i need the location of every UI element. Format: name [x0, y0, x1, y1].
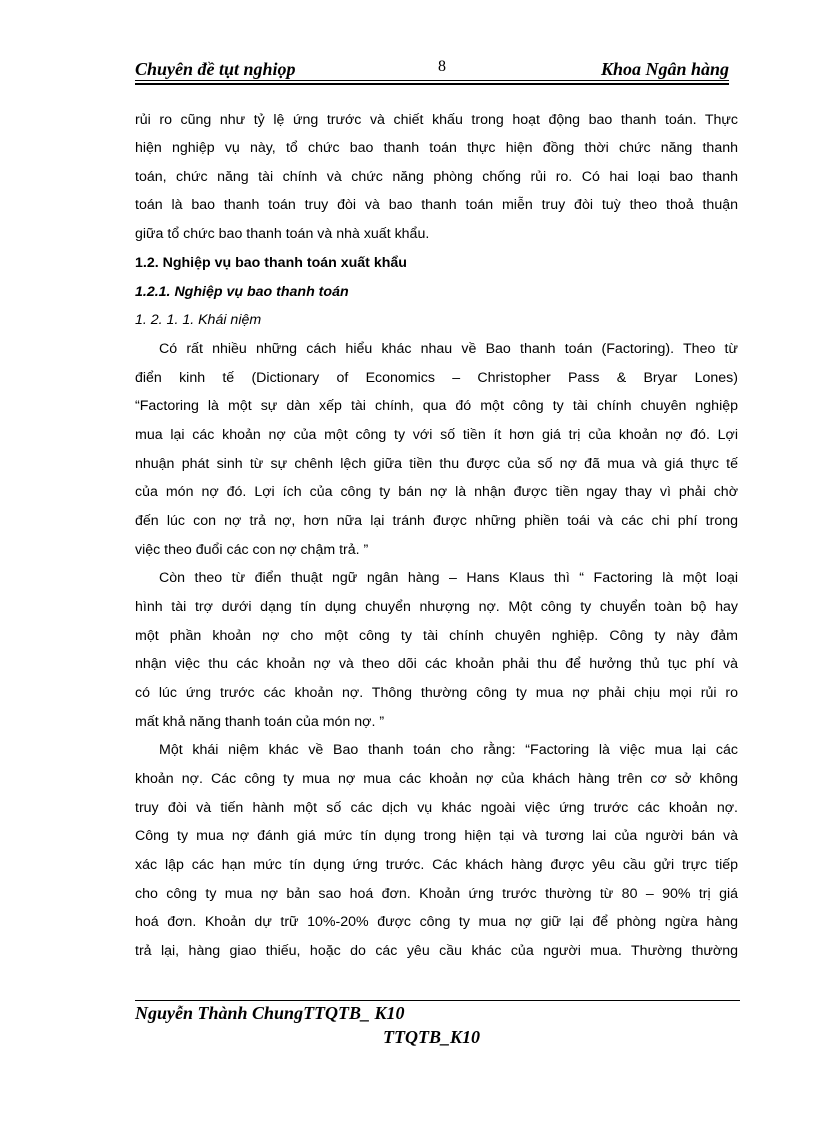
- body-line: đến lúc con nợ trả nợ, hơn nữa lại tránh được những phiền toái và các chi phí trong: [135, 513, 738, 529]
- body-line: hình tài trợ dưới dạng tín dụng chuyển nhượng nợ. Một công ty chuyển toàn bộ hay: [135, 599, 738, 615]
- page-header: [135, 56, 729, 82]
- body-line: Công ty mua nợ đánh giá mức tín dụng trong hiện tại và tương lai của người bán và: [135, 828, 738, 844]
- body-line: hiện nghiệp vụ này, tổ chức bao thanh toán thực hiện đồng thời chức năng thanh: [135, 140, 738, 156]
- body-line: việc theo đuổi các con nợ chậm trả. ”: [135, 542, 369, 558]
- body-line: nhuận phát sinh từ sự chênh lệch giữa tiền thu được của số nợ đã mua và giá thực tế: [135, 456, 738, 472]
- body-line: xác lập các hạn mức tín dụng ứng trước. Các khách hàng được yêu cầu gửi trực tiếp: [135, 857, 738, 873]
- body-line: toán, chức năng tài chính và chức năng phòng chống rủi ro. Có hai loại bao thanh: [135, 169, 738, 185]
- section-heading: 1.2. Nghiệp vụ bao thanh toán xuất khẩu: [135, 255, 407, 271]
- header-rule-thick: [135, 83, 729, 85]
- subsection-heading: 1.2.1. Nghiệp vụ bao thanh toán: [135, 284, 349, 300]
- body-line: toán là bao thanh toán truy đòi và bao thanh toán miễn truy đòi tuỳ theo thoả thuận: [135, 197, 738, 213]
- footer-rule: [135, 1000, 740, 1001]
- page-number: 8: [438, 58, 446, 75]
- body-line: một phần khoản nợ cho một công ty tài chính chuyên nghiệp. Công ty này đảm: [135, 628, 738, 644]
- body-line: rủi ro cũng như tỷ lệ ứng trước và chiết khấu trong hoạt động bao thanh toán. Thực: [135, 112, 738, 128]
- subsubsection-heading: 1. 2. 1. 1. Khái niệm: [135, 312, 262, 328]
- body-line: có lúc ứng trước các khoản nợ. Thông thường công ty mua nợ phải chịu mọi rủi ro: [135, 685, 738, 701]
- body-line: nhận việc thu các khoản nợ và theo dõi các khoản phải thu để hưởng thủ tục phí và: [135, 656, 738, 672]
- body-line: khoản nợ. Các công ty mua nợ mua các khoản nợ của khách hàng trên cơ sở không: [135, 771, 738, 787]
- footer-class: TTQTB_K10: [383, 1027, 480, 1047]
- body-line: mất khả năng thanh toán của món nợ. ”: [135, 714, 385, 730]
- header-title-left: Chuyên đề tụt nghiọp: [135, 59, 296, 79]
- body-line: “Factoring là một sự dàn xếp tài chính, qua đó một công ty tài chính chuyên nghiệp: [135, 398, 738, 414]
- body-line: giữa tổ chức bao thanh toán và nhà xuất khẩu.: [135, 226, 430, 242]
- body-line: hoá đơn. Khoản dự trữ 10%-20% được công ty mua nợ giữ lại để phòng ngừa hàng: [135, 914, 738, 930]
- header-rule-thin: [135, 80, 729, 81]
- body-line: điển kinh tế (Dictionary of Economics – Christopher Pass & Bryar Lones): [135, 370, 738, 386]
- body-line: truy đòi và tiến hành một số các dịch vụ khác ngoài việc ứng trước các khoản nợ.: [135, 800, 738, 816]
- footer-author: Nguyễn Thành ChungTTQTB_ K10: [135, 1003, 405, 1023]
- body-line: mua lại các khoản nợ của một công ty với số tiền ít hơn giá trị của khoản nợ đó. Lợi: [135, 427, 738, 443]
- body-line: Có rất nhiều những cách hiểu khác nhau về Bao thanh toán (Factoring). Theo từ: [159, 341, 738, 357]
- header-title-right: Khoa Ngân hàng: [600, 59, 729, 79]
- body-line: cho công ty mua nợ bản sao hoá đơn. Khoản ứng trước thường từ 80 – 90% trị giá: [135, 886, 738, 902]
- body-line: Còn theo từ điển thuật ngữ ngân hàng – Hans Klaus thì “ Factoring là một loại: [159, 570, 738, 586]
- body-line: của món nợ đó. Lợi ích của công ty bán nợ là nhận được tiền ngay thay vì phải chờ: [135, 484, 738, 500]
- body-line: trả lại, hàng giao thiếu, hoặc do các yêu cầu khác của người mua. Thường thường: [135, 943, 738, 959]
- body-line: Một khái niệm khác về Bao thanh toán cho rằng: “Factoring là việc mua lại các: [159, 742, 738, 758]
